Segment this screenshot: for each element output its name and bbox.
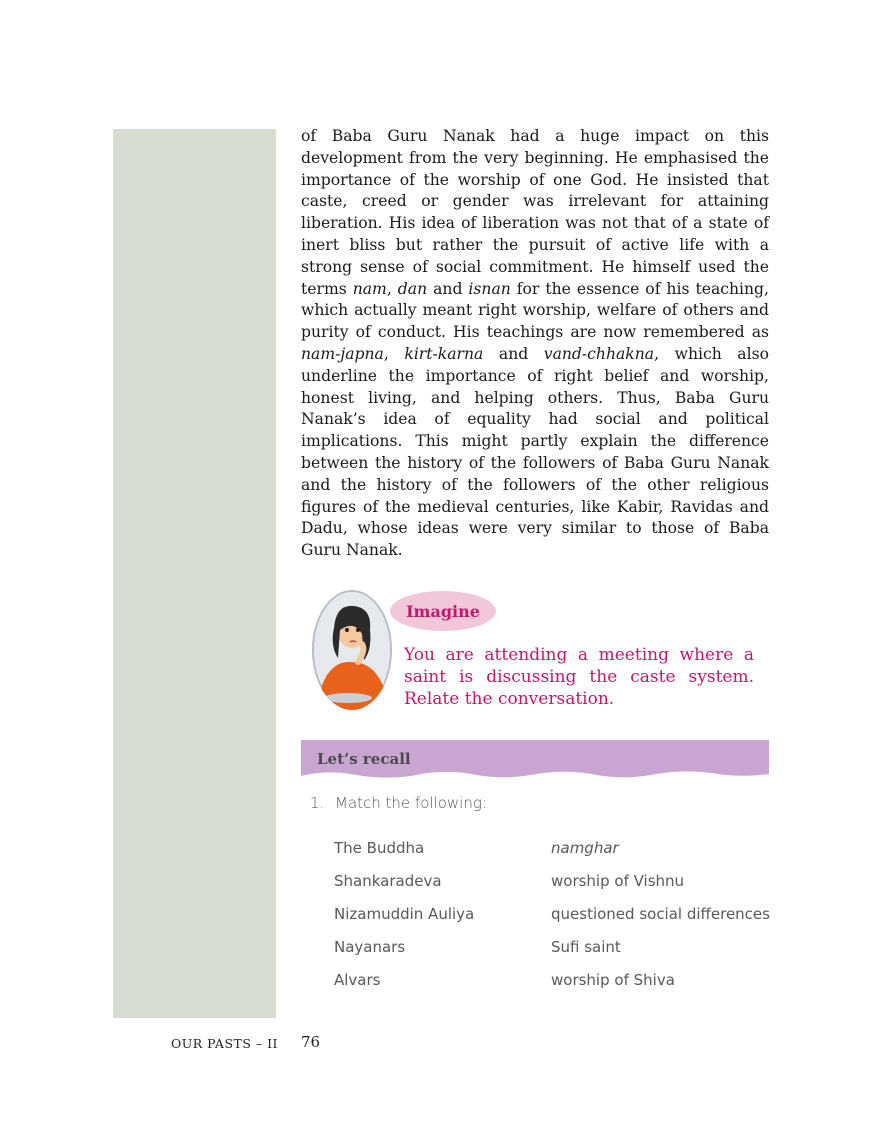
- table-row: [334, 970, 771, 990]
- term-kirt-karna: kirt-karna: [404, 344, 484, 363]
- lets-recall-banner: [301, 740, 769, 782]
- imagine-heading: Imagine: [390, 591, 496, 631]
- match-left: Shankaradeva: [334, 872, 442, 890]
- term-isnan: isnan: [468, 279, 511, 298]
- question-1: [310, 794, 487, 812]
- table-row: [334, 838, 771, 871]
- question-text: Match the following:: [335, 794, 487, 812]
- match-right: Sufi saint: [551, 938, 621, 956]
- match-right: worship of Shiva: [551, 971, 675, 989]
- left-margin-panel: [113, 129, 276, 1018]
- paragraph-text: and: [483, 344, 544, 363]
- imagine-box: [308, 588, 778, 718]
- question-number: 1.: [310, 794, 325, 812]
- term-dan: dan: [397, 279, 428, 298]
- match-left: Alvars: [334, 971, 381, 989]
- match-right: questioned social differences: [551, 905, 770, 923]
- term-vand-chhakna: vand-chhakna: [543, 344, 655, 363]
- table-row: [334, 904, 771, 937]
- paragraph-text: ,: [386, 279, 398, 298]
- paragraph-text: and: [427, 279, 469, 298]
- match-left: Nayanars: [334, 938, 406, 956]
- page-number: 76: [301, 1033, 321, 1051]
- thinking-girl-illustration: [312, 590, 392, 710]
- main-paragraph: [301, 126, 769, 562]
- term-nam: nam: [352, 279, 387, 298]
- term-nam-japna: nam-japna: [301, 344, 384, 363]
- match-right: namghar: [551, 839, 619, 857]
- match-table: [334, 838, 771, 990]
- imagine-text: You are attending a meeting where a saint is discussing the caste system. Relate the conversation.: [404, 645, 754, 709]
- paragraph-text: for the essence of his teaching, which actually meant right worship, welfare of others and purity of conduct. His teachings are now remembered as: [301, 279, 769, 342]
- table-row: [334, 871, 771, 904]
- book-title-footer: OUR PASTS – II: [171, 1036, 278, 1051]
- paragraph-text: ,: [383, 344, 405, 363]
- match-left: The Buddha: [334, 839, 425, 857]
- paragraph-text: , which also underline the importance of right belief and worship, honest living, and helping others. Thus, Baba Guru Nanak’s idea of equality had social and political implications. This might partly explain the difference between the history of the followers of Baba Guru Nanak and the history of the followers of the other religious figures of the medieval centuries, like Kabir, Ravidas and Dadu, whose ideas were very similar to those of Baba Guru Nanak.: [301, 344, 769, 560]
- match-right: worship of Vishnu: [551, 872, 685, 890]
- table-row: [334, 937, 771, 970]
- lets-recall-title: Let’s recall: [317, 750, 411, 768]
- paragraph-text: of Baba Guru Nanak had a huge impact on this development from the very beginning. He emphasised the importance of the worship of one God. He insisted that caste, creed or gender was irrelevant for attaining liberation. His idea of liberation was not that of a state of inert bliss but rather the pursuit of active life with a strong sense of social commitment. He himself used the terms: [301, 127, 769, 298]
- match-left: Nizamuddin Auliya: [334, 905, 475, 923]
